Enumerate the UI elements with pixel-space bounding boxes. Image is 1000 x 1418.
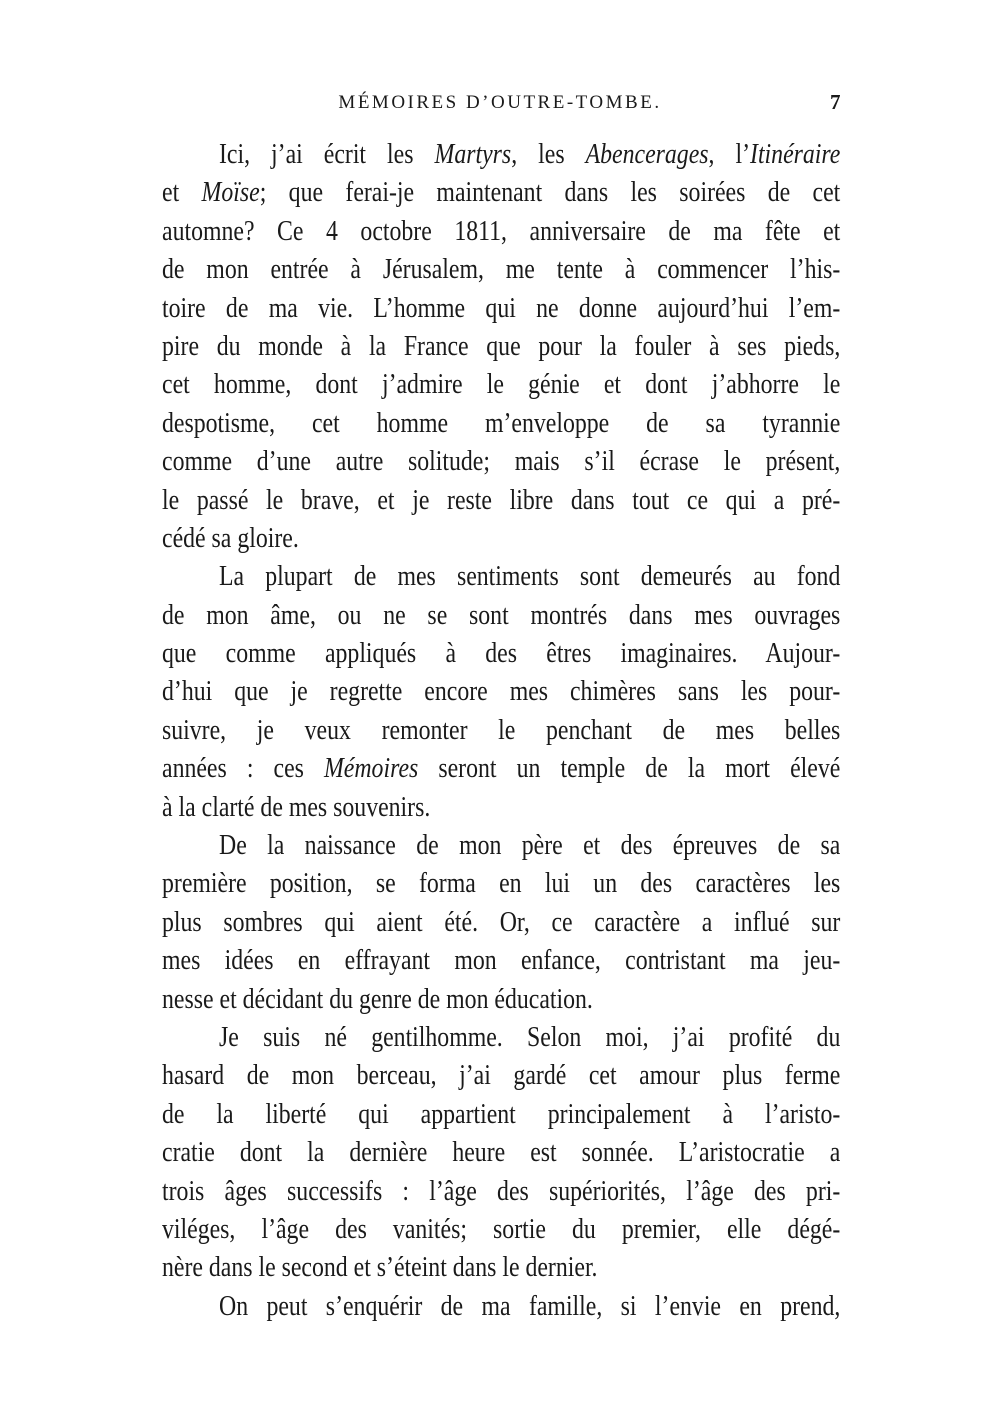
text-line	[162, 1096, 840, 1134]
text-line-content	[162, 865, 840, 903]
text-line	[162, 213, 840, 251]
text-line-content	[162, 174, 840, 212]
text-line-content	[162, 1134, 840, 1172]
text-line	[162, 443, 840, 481]
text-line-content	[162, 789, 840, 827]
text-line-content	[162, 1211, 840, 1249]
text-run: nère dans le second et s’éteint dans le dernier.	[162, 1252, 598, 1284]
text-run: cratie dont la dernière heure est sonnée. L’aristocratie a	[162, 1137, 841, 1169]
text-line-content	[219, 558, 840, 596]
text-run: d’hui que je regrette encore mes chimères sans les pour-	[162, 676, 841, 708]
text-line	[162, 1057, 840, 1095]
text-run: seront un temple de la mort élevé	[418, 753, 841, 785]
text-line	[162, 904, 840, 942]
text-line-content	[219, 1019, 840, 1057]
text-run: ; que ferai-je maintenant dans les soirées de cet	[259, 177, 841, 209]
text-line	[162, 942, 840, 980]
text-run: cet homme, dont j’admire le génie et dont j’abhorre le	[162, 369, 841, 401]
text-run: comme d’une autre solitude; mais s’il écrase le présent,	[162, 446, 841, 478]
text-line-content	[162, 1057, 840, 1095]
text-run: Je suis né gentilhomme. Selon moi, j’ai profité du	[219, 1021, 841, 1053]
text-line-content	[219, 827, 840, 865]
italic-title: Moïse	[201, 177, 260, 209]
text-line-content	[219, 136, 840, 174]
italic-title: Martyrs	[434, 139, 512, 170]
text-line-content	[162, 251, 840, 289]
text-line	[162, 405, 840, 443]
text-run: suivre, je veux remonter le penchant de mes belles	[162, 714, 841, 746]
text-line-content	[219, 1288, 840, 1326]
text-line	[162, 251, 840, 289]
text-run: automne? Ce 4 octobre 1811, anniversaire de ma fête et	[162, 215, 841, 247]
text-run: le passé le brave, et je reste libre dans tout ce qui a pré-	[162, 484, 841, 516]
text-run: toire de ma vie. L’homme qui ne donne aujourd’hui l’em-	[162, 292, 841, 324]
text-run: cédé sa gloire.	[162, 522, 299, 554]
text-line-content	[162, 1249, 840, 1287]
text-run: à la clarté de mes souvenirs.	[162, 791, 431, 823]
text-run: années : ces	[162, 753, 324, 785]
text-line	[162, 635, 840, 673]
text-line-content	[162, 520, 840, 558]
text-line	[162, 827, 840, 865]
text-line-content	[162, 673, 840, 711]
text-run: Ici, j’ai écrit les	[219, 139, 435, 170]
text-line-content	[162, 482, 840, 520]
text-line-content	[162, 1096, 840, 1134]
text-run: On peut s’enquérir de ma famille, si l’envie en prend,	[219, 1290, 841, 1322]
text-line	[162, 290, 840, 328]
text-line	[162, 136, 840, 174]
text-line	[162, 789, 840, 827]
text-run: , l’	[708, 139, 751, 170]
text-line	[162, 865, 840, 903]
text-run: et	[162, 177, 202, 209]
text-run: mes idées en effrayant mon enfance, contristant ma jeu-	[162, 945, 841, 977]
text-line	[162, 1173, 840, 1211]
text-line	[162, 981, 840, 1019]
text-line-content	[162, 405, 840, 443]
body-text	[162, 136, 840, 1326]
text-line	[162, 1134, 840, 1172]
text-line-content	[162, 597, 840, 635]
text-line-content	[162, 904, 840, 942]
text-line	[162, 328, 840, 366]
text-line	[162, 1211, 840, 1249]
text-line	[162, 482, 840, 520]
text-line-content	[162, 213, 840, 251]
text-line-content	[162, 443, 840, 481]
text-run: trois âges successifs : l’âge des supériorités, l’âge des pri-	[162, 1175, 841, 1207]
text-run: despotisme, cet homme m’enveloppe de sa tyrannie	[162, 407, 841, 439]
text-line-content	[162, 366, 840, 404]
text-line-content	[162, 1173, 840, 1211]
text-line	[162, 750, 840, 788]
text-run: pire du monde à la France que pour la fouler à ses pieds,	[162, 330, 841, 362]
text-run: nesse et décidant du genre de mon éducation.	[162, 983, 593, 1015]
text-run: de la liberté qui appartient principalement à l’aristo-	[162, 1098, 841, 1130]
text-line	[162, 174, 840, 212]
text-line	[162, 1249, 840, 1287]
text-run: de mon entrée à Jérusalem, me tente à commencer l’his-	[162, 254, 841, 286]
text-line-content	[162, 635, 840, 673]
text-run: hasard de mon berceau, j’ai gardé cet amour plus ferme	[162, 1060, 841, 1092]
page-number: 7	[830, 90, 841, 114]
text-run: que comme appliqués à des êtres imaginaires. Aujour-	[162, 638, 841, 670]
text-run: La plupart de mes sentiments sont demeurés au fond	[219, 561, 841, 593]
italic-title: Itinéraire	[750, 139, 841, 170]
italic-title: Abencerages	[585, 139, 709, 170]
text-line-content	[162, 750, 840, 788]
text-line	[162, 673, 840, 711]
text-line	[162, 366, 840, 404]
text-run: de mon âme, ou ne se sont montrés dans mes ouvrages	[162, 599, 841, 631]
text-run: viléges, l’âge des vanités; sortie du premier, elle dégé-	[162, 1213, 841, 1245]
italic-title: Mémoires	[323, 753, 419, 785]
text-line	[162, 1288, 840, 1326]
text-line	[162, 520, 840, 558]
text-line	[162, 558, 840, 596]
text-run: De la naissance de mon père et des épreuves de sa	[219, 830, 841, 862]
text-line	[162, 1019, 840, 1057]
text-line-content	[162, 981, 840, 1019]
text-run: première position, se forma en lui un des caractères les	[162, 868, 841, 900]
text-run: , les	[511, 139, 586, 170]
text-line-content	[162, 290, 840, 328]
text-line-content	[162, 712, 840, 750]
text-line-content	[162, 328, 840, 366]
text-line-content	[162, 942, 840, 980]
running-title: MÉMOIRES D’OUTRE-TOMBE.	[338, 92, 662, 113]
text-line	[162, 597, 840, 635]
text-line	[162, 712, 840, 750]
text-run: plus sombres qui aient été. Or, ce caractère a influé sur	[162, 906, 841, 938]
